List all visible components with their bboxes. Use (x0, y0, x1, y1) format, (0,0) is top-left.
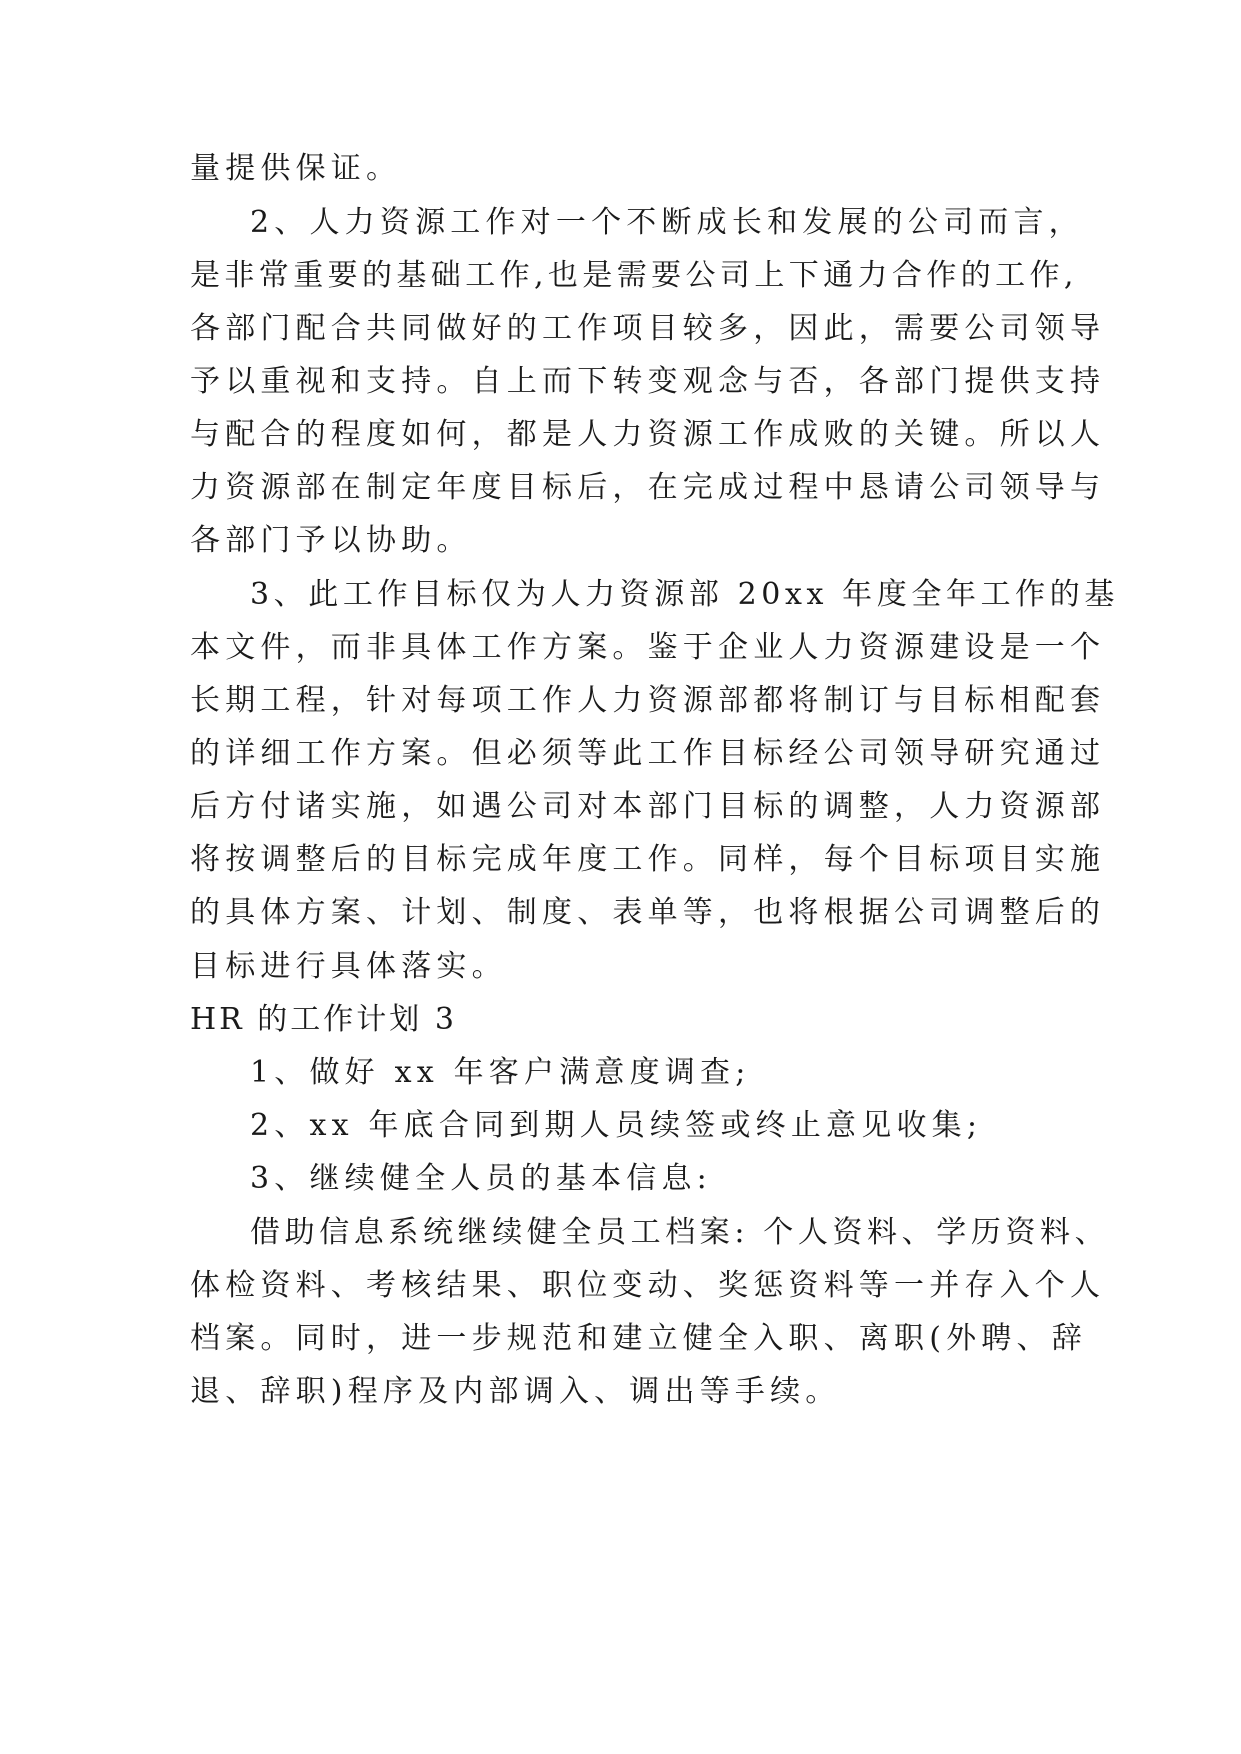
text-line: 是非常重要的基础工作,也是需要公司上下通力合作的工作, (190, 258, 1078, 293)
list-item: 3、继续健全人员的基本信息: (250, 1161, 712, 1196)
text-line: 将按调整后的目标完成年度工作。同样，每个目标项目实施 (190, 842, 1106, 877)
text-line: 的具体方案、计划、制度、表单等，也将根据公司调整后的 (190, 895, 1106, 930)
list-item: 1、做好 xx 年客户满意度调查; (250, 1055, 751, 1090)
text-line: 长期工程，针对每项工作人力资源部都将制订与目标相配套 (190, 683, 1106, 718)
text-line: 力资源部在制定年度目标后，在完成过程中恳请公司领导与 (190, 470, 1106, 505)
text-line: 本文件，而非具体工作方案。鉴于企业人力资源建设是一个 (190, 630, 1106, 665)
text-line: 后方付诸实施，如遇公司对本部门目标的调整，人力资源部 (190, 789, 1106, 824)
paragraph-start: 借助信息系统继续健全员工档案: 个人资料、学历资料、 (250, 1215, 1110, 1250)
text-line: 的详细工作方案。但必须等此工作目标经公司领导研究通过 (190, 736, 1106, 771)
text-line: 各部门予以协助。 (190, 523, 472, 558)
text-line: 目标进行具体落实。 (190, 949, 507, 984)
text-line: 予以重视和支持。自上而下转变观念与否，各部门提供支持 (190, 364, 1106, 399)
list-item: 2、xx 年底合同到期人员续签或终止意见收集; (250, 1108, 983, 1143)
paragraph-2-start: 2、人力资源工作对一个不断成长和发展的公司而言， (250, 205, 1084, 240)
text-line: 各部门配合共同做好的工作项目较多，因此，需要公司领导 (190, 311, 1106, 346)
text-line: 量提供保证。 (190, 151, 402, 186)
text-line: 与配合的程度如何，都是人力资源工作成败的关键。所以人 (190, 417, 1106, 452)
paragraph-3-start: 3、此工作目标仅为人力资源部 20xx 年度全年工作的基 (250, 577, 1119, 612)
text-line: 档案。同时，进一步规范和建立健全入职、离职(外聘、辞 (190, 1321, 1087, 1356)
text-line: 体检资料、考核结果、职位变动、奖惩资料等一并存入个人 (190, 1268, 1106, 1303)
section-heading: HR 的工作计划 3 (190, 1002, 457, 1037)
text-line: 退、辞职)程序及内部调入、调出等手续。 (190, 1374, 841, 1409)
